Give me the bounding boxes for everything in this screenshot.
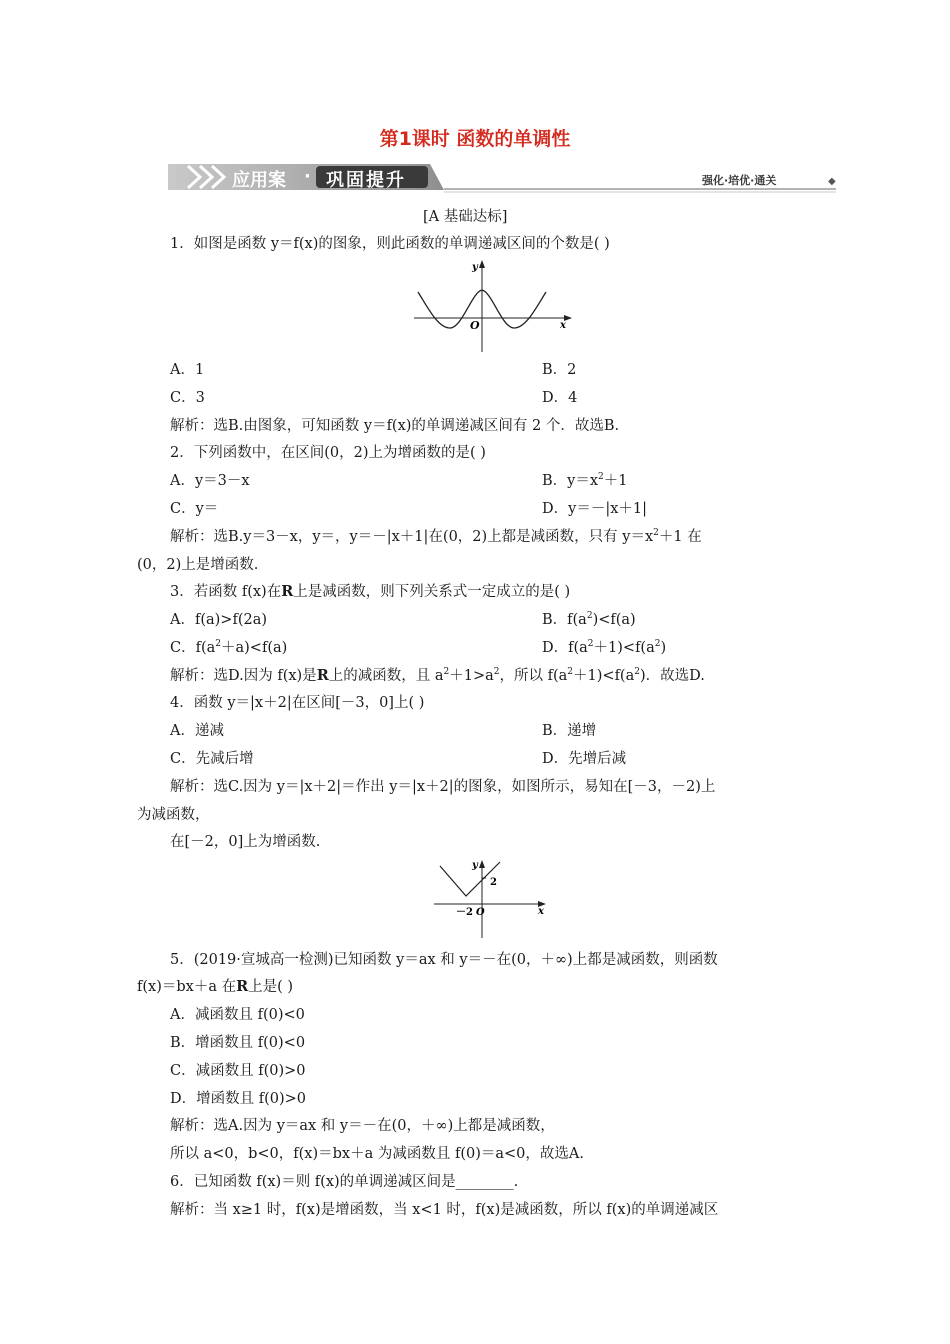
q3-b-exp: 2 — [586, 611, 593, 622]
q1-y-label: y — [472, 262, 478, 273]
q3-d-exp1: 2 — [587, 639, 594, 650]
q3-d-exp2: 2 — [654, 639, 661, 650]
q3-c-exp: 2 — [215, 639, 221, 650]
q3-sol-p4: ，所以 f(a — [499, 668, 568, 684]
q3-stem-pre: 3．若函数 f(x)在 — [170, 584, 282, 600]
q3-d-pre: D．f(a — [542, 640, 588, 656]
q2-option-b — [542, 471, 628, 491]
q3-stem — [170, 582, 570, 602]
q4-graph — [430, 856, 550, 940]
section-label: [A 基础达标] — [423, 209, 508, 225]
q2-option-a: A．y＝3－x — [170, 473, 250, 489]
q3-option-d — [542, 638, 666, 658]
q3-sol-exp1: 2 — [443, 667, 450, 678]
q1-x-label: x — [560, 320, 566, 331]
section-banner — [168, 160, 840, 194]
q3-b-post: )<f(a) — [592, 612, 636, 628]
q2-option-d: D．y＝－|x＋1| — [542, 501, 647, 517]
q3-c-pre: C．f(a — [170, 640, 216, 656]
q3-c-post: ＋a)<f(a) — [221, 640, 288, 656]
q4-mark-y: 2 — [490, 877, 497, 888]
q3-sol-p2: 上的减函数，且 a — [328, 668, 444, 684]
q2-solution-line1 — [170, 527, 702, 547]
q2-sol-exp: 2 — [653, 528, 659, 539]
q1-graph — [410, 256, 580, 354]
q4-stem: 4．函数 y＝|x＋2|在区间[－3，0]上( ) — [170, 695, 425, 711]
q2-option-b-base: B．y＝x — [542, 473, 599, 489]
q2-option-c: C．y＝ — [170, 501, 219, 517]
q4-y-label: y — [472, 860, 478, 871]
q3-option-a: A．f(a)>f(2a) — [170, 612, 267, 628]
page-title: 第1课时 函数的单调性 — [379, 128, 571, 150]
q5-stem-line2 — [137, 977, 293, 997]
q4-solution-line3: 在[－2，0]上为增函数. — [170, 834, 321, 850]
q4-option-a: A．递减 — [170, 723, 224, 739]
banner-tag: 强化·培优·通关 — [702, 174, 777, 187]
q2-sol-part2: ＋1 在 — [658, 529, 702, 545]
q4-solution-line2: 为减函数， — [137, 807, 210, 823]
q3-sol-R: R — [316, 667, 329, 684]
q2-option-b-rest: ＋1 — [603, 473, 628, 489]
q6-stem: 6．已知函数 f(x)＝则 f(x)的单调递减区间是________. — [170, 1174, 519, 1190]
q3-stem-R: R — [281, 583, 294, 600]
q1-option-d: D．4 — [542, 390, 578, 406]
q1-solution: 解析：选B.由图象，可知函数 y＝f(x)的单调递减区间有 2 个．故选B. — [170, 418, 620, 434]
q6-solution: 解析：当 x≥1 时，f(x)是增函数，当 x<1 时，f(x)是减函数，所以 f(x)的单调递减区 — [170, 1202, 719, 1218]
banner-dot: · — [304, 166, 311, 187]
q4-option-b: B．递增 — [542, 723, 597, 739]
q4-origin-label: O — [476, 907, 485, 918]
q2-solution-line2: (0，2)上是增函数. — [137, 557, 259, 573]
banner-left-label: 应用案 — [232, 170, 286, 191]
q3-d-mid: ＋1)<f(a — [593, 640, 655, 656]
q1-stem: 1．如图是函数 y＝f(x)的图象，则此函数的单调递减区间的个数是( ) — [170, 236, 610, 252]
q1-option-a: A．1 — [170, 362, 205, 378]
q5-stem-R: R — [236, 978, 249, 995]
q4-option-c: C．先减后增 — [170, 751, 254, 767]
q1-option-c: C．3 — [170, 390, 205, 406]
q1-option-b: B．2 — [542, 362, 577, 378]
q4-x-label: x — [538, 906, 544, 917]
q3-b-pre: B．f(a — [542, 612, 587, 628]
q1-origin-label: O — [470, 319, 480, 332]
q5-option-c: C．减函数且 f(0)>0 — [170, 1063, 306, 1079]
q3-sol-exp2: 2 — [493, 667, 500, 678]
q3-sol-p3: ＋1>a — [449, 668, 494, 684]
q5-stem-line2-pre: f(x)＝bx＋a 在 — [137, 979, 237, 995]
q2-stem: 2．下列函数中，在区间(0，2)上为增函数的是( ) — [170, 445, 486, 461]
diamond-icon: ◆ — [828, 176, 836, 187]
q3-sol-p6: )．故选D. — [639, 668, 705, 684]
q5-stem-line2-post: 上是( ) — [248, 979, 294, 995]
q3-solution — [170, 666, 705, 686]
q2-option-b-exp: 2 — [598, 472, 604, 483]
q4-option-d: D．先增后减 — [542, 751, 627, 767]
q3-sol-p5: ＋1)<f(a — [573, 668, 635, 684]
q5-solution-line2: 所以 a<0，b<0，f(x)＝bx＋a 为减函数且 f(0)＝a<0，故选A. — [170, 1146, 584, 1162]
q5-stem-line1: 5．(2019·宣城高一检测)已知函数 y＝ax 和 y＝－在(0，＋∞)上都是减函数，则函数 — [170, 952, 718, 968]
q5-option-d: D．增函数且 f(0)>0 — [170, 1091, 307, 1107]
q2-sol-part1: 解析：选B.y＝3－x，y＝，y＝－|x＋1|在(0，2)上都是减函数，只有 y＝x — [170, 529, 654, 545]
q4-mark-x: －2 — [456, 907, 473, 918]
q3-sol-p1: 解析：选D.因为 f(x)是 — [170, 668, 317, 684]
q3-option-b — [542, 610, 636, 630]
q3-sol-exp3: 2 — [567, 667, 574, 678]
q4-solution-line1: 解析：选C.因为 y＝|x＋2|＝作出 y＝|x＋2|的图象，如图所示，易知在[－3，－2)上 — [170, 779, 716, 795]
q3-sol-exp4: 2 — [634, 667, 640, 678]
q3-option-c — [170, 638, 287, 658]
q5-option-b: B．增函数且 f(0)<0 — [170, 1035, 306, 1051]
q3-stem-post: 上是减函数，则下列关系式一定成立的是( ) — [293, 584, 571, 600]
q5-option-a: A．减函数且 f(0)<0 — [170, 1007, 305, 1023]
q3-d-post: ) — [660, 640, 667, 656]
q5-solution-line1: 解析：选A.因为 y＝ax 和 y＝－在(0，＋∞)上都是减函数， — [170, 1118, 555, 1134]
banner-right-label: 巩固提升 — [326, 170, 406, 191]
